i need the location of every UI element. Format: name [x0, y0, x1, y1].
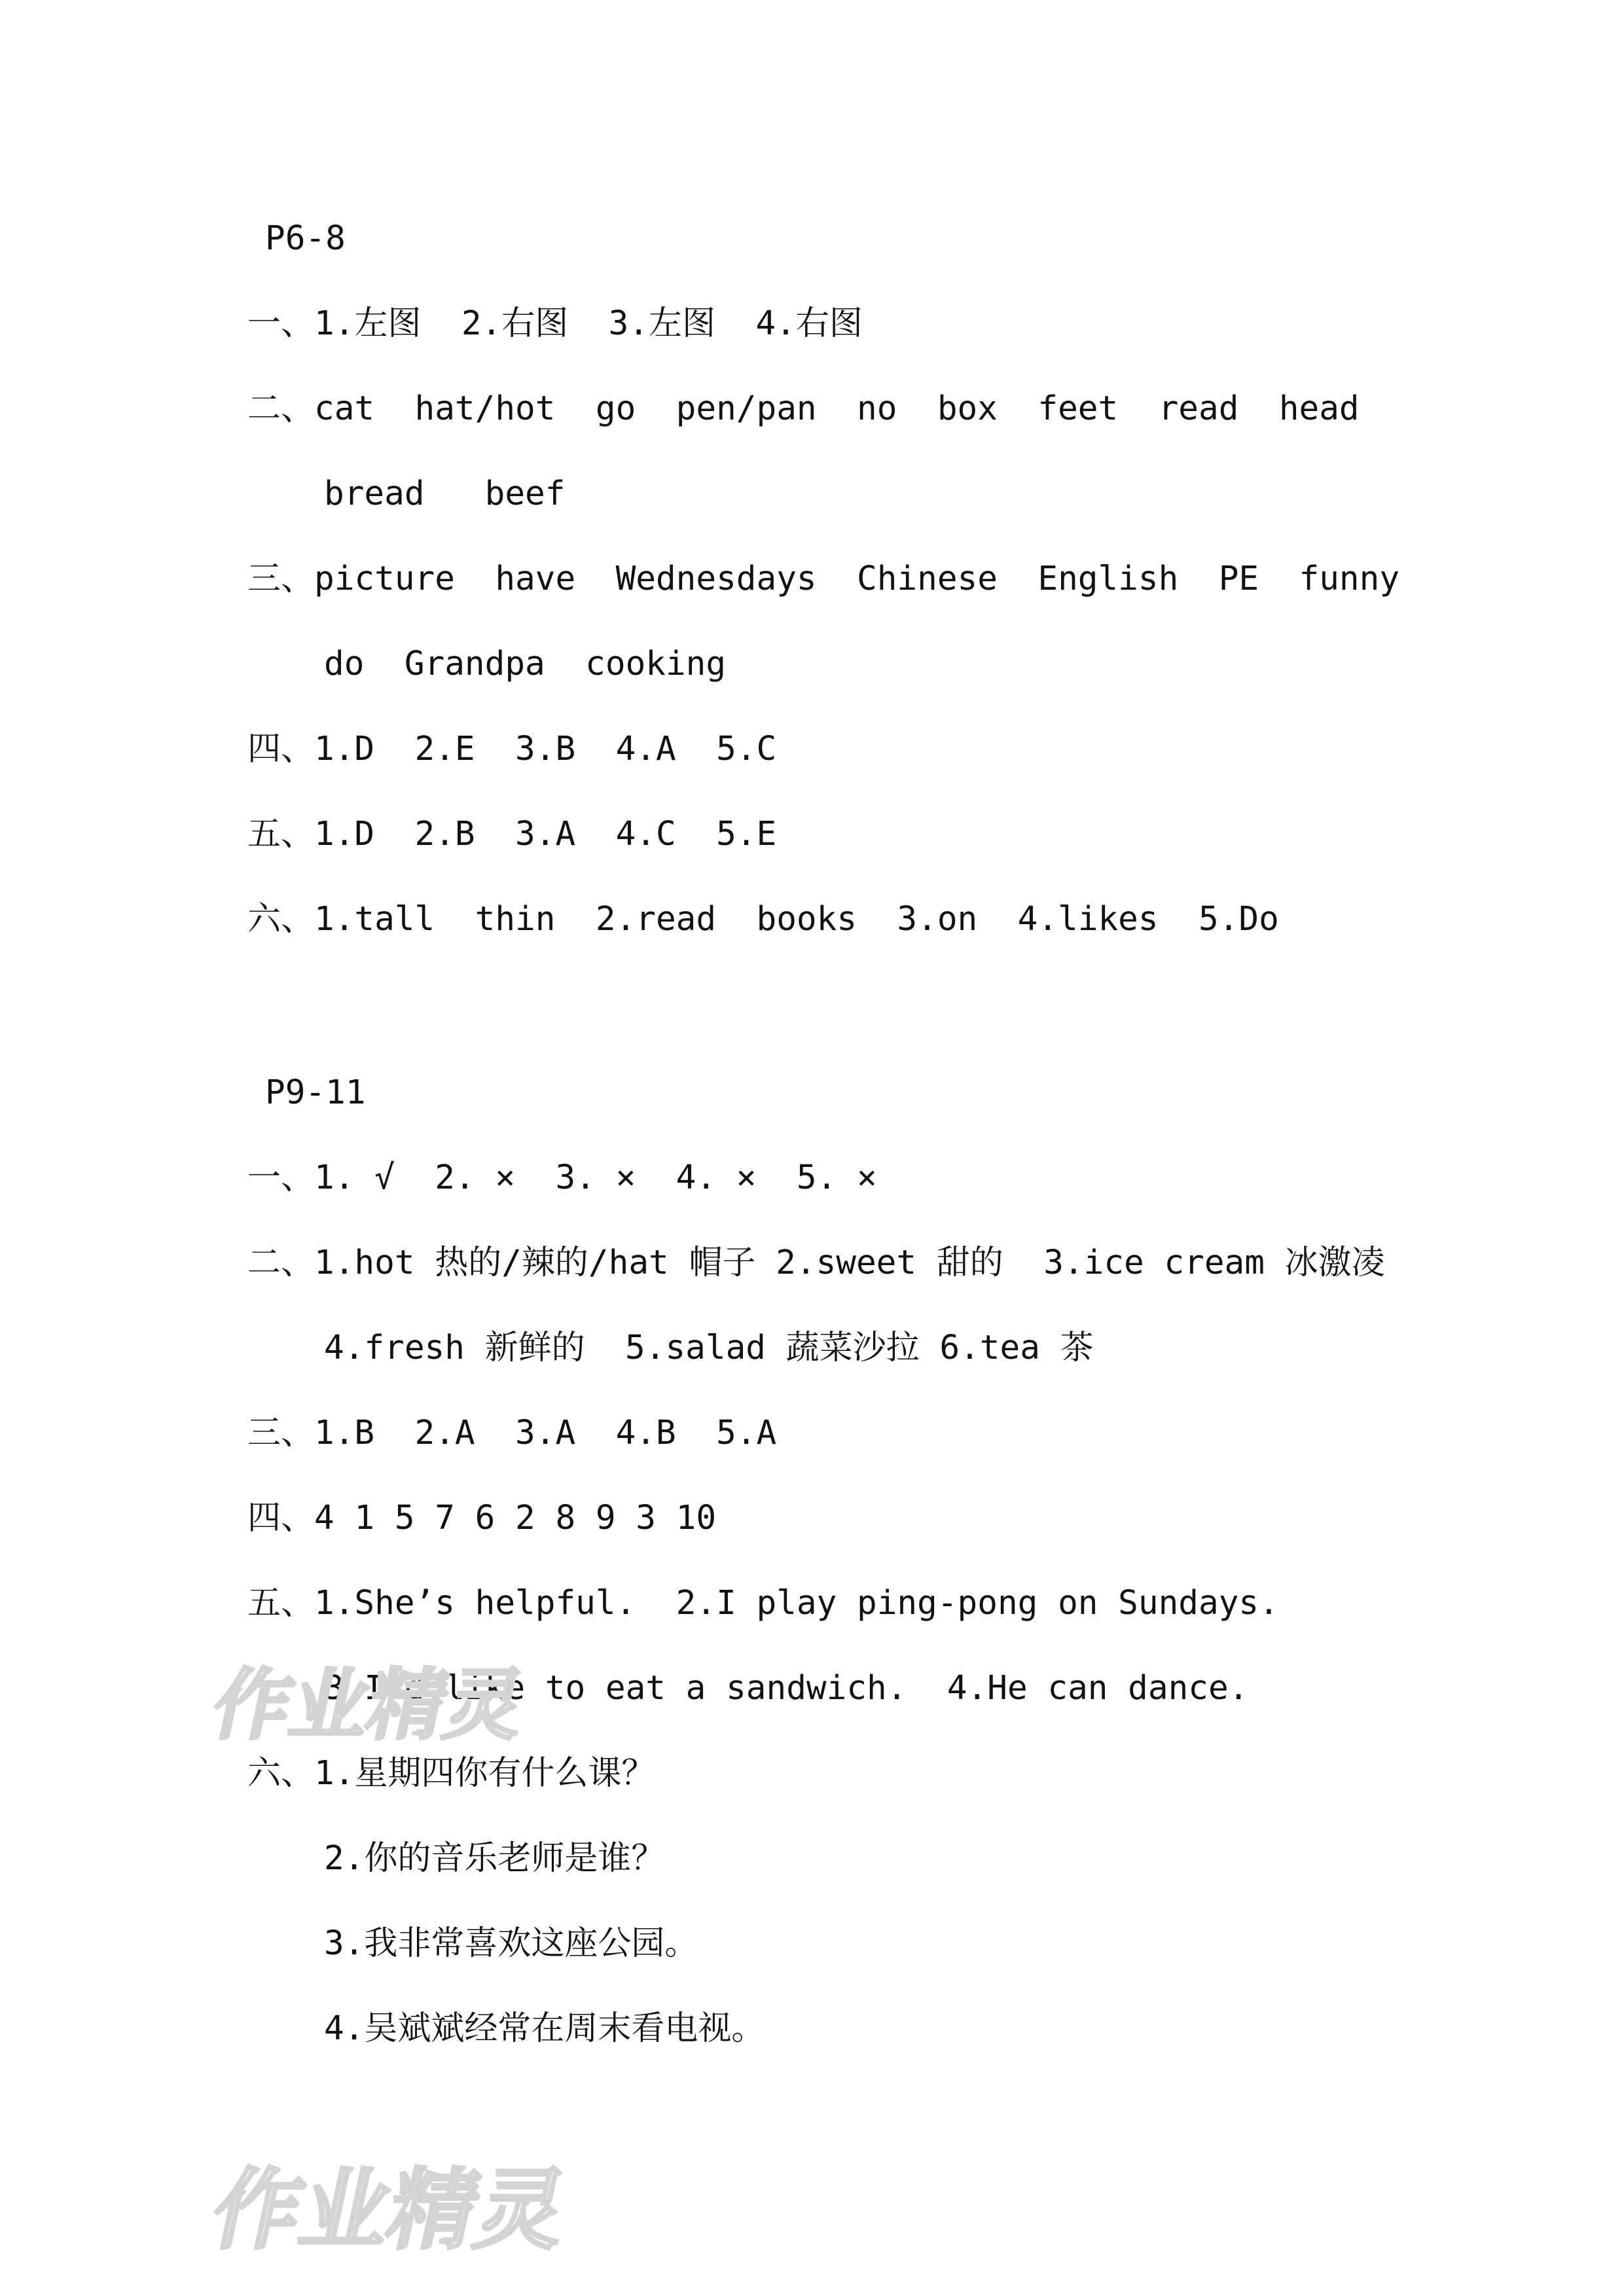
answer-row-2-er: 二、1.hot 热的/辣的/hat 帽子 2.sweet 甜的 3.ice cream 冰激凌	[247, 1244, 1385, 1282]
answer-row-1-wu: 五、1.D 2.B 3.A 4.C 5.E	[247, 815, 777, 853]
answer-row-1-si: 四、1.D 2.E 3.B 4.A 5.C	[247, 730, 777, 768]
answer-row-2-liu-4: 4.吴斌斌经常在周末看电视。	[324, 2009, 765, 2048]
answer-row-1-er-cont: bread beef	[324, 475, 566, 513]
answer-row-1-liu: 六、1.tall thin 2.read books 3.on 4.likes 5.Do	[247, 900, 1279, 939]
answer-row-2-yi: 一、1. √ 2. × 3. × 4. × 5. ×	[247, 1158, 877, 1197]
answer-row-2-wu: 五、1.She’s helpful. 2.I play ping-pong on Sundays.	[247, 1584, 1279, 1623]
answer-row-1-san-cont: do Grandpa cooking	[324, 645, 727, 683]
answer-row-2-liu-2: 2.你的音乐老师是谁？	[324, 1839, 665, 1878]
answer-row-1-san: 三、picture have Wednesdays Chinese English PE funny	[247, 560, 1400, 598]
watermark-logo: 作业精灵	[205, 1660, 533, 1750]
answer-row-1-er: 二、cat hat/hot go pen/pan no box feet read head	[247, 389, 1360, 428]
answer-row-1-yi: 一、1.左图 2.右图 3.左图 4.右图	[247, 304, 863, 343]
section-heading-p6-8: P6-8	[265, 219, 346, 258]
answer-row-2-liu-3: 3.我非常喜欢这座公园。	[324, 1924, 698, 1963]
watermark-logo: 作业精灵	[204, 2159, 577, 2261]
answer-row-2-er-cont: 4.fresh 新鲜的 5.salad 蔬菜沙拉 6.tea 茶	[324, 1329, 1094, 1367]
section-heading-p9-11: P9-11	[265, 1073, 366, 1112]
answer-row-2-san: 三、1.B 2.A 3.A 4.B 5.A	[247, 1414, 777, 1452]
answer-row-2-si: 四、4 1 5 7 6 2 8 9 3 10	[247, 1499, 717, 1537]
answer-row-2-wu-cont: 3.I’d like to eat a sandwich. 4.He can dance.	[324, 1669, 1249, 1708]
answer-row-2-liu: 六、1.星期四你有什么课？	[247, 1754, 655, 1793]
